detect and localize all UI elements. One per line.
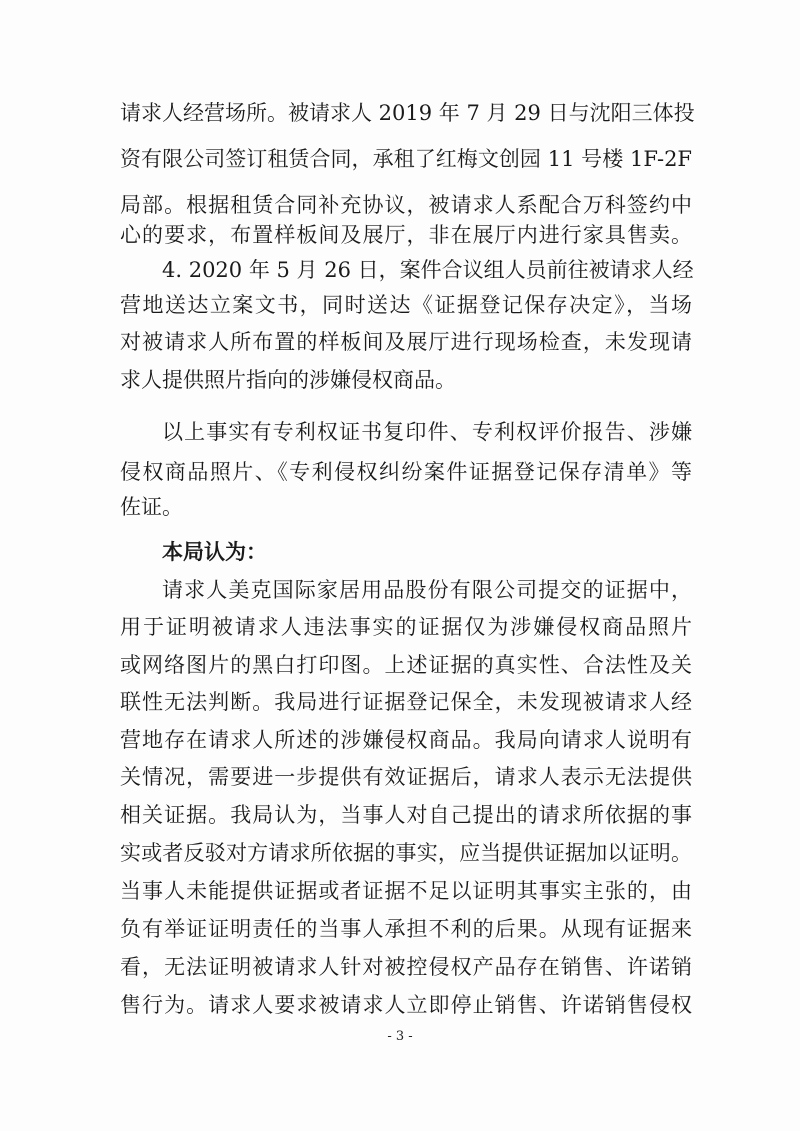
body-line: 看，无法证明被请求人针对被控侵权产品存在销售、许诺销: [120, 955, 692, 979]
body-line: 请求人经营场所。被请求人 2019 年 7 月 29 日与沈阳三体投: [120, 101, 695, 125]
body-line: 求人提供照片指向的涉嫌侵权商品。: [120, 368, 456, 392]
body-line: 以上事实有专利权证书复印件、专利权评价报告、涉嫌: [162, 420, 692, 444]
body-line: 侵权商品照片、《专利侵权纠纷案件证据登记保存清单》等: [120, 460, 692, 484]
body-line: 联性无法判断。我局进行证据登记保全，未发现被请求人经: [120, 690, 692, 714]
body-line: 营地送达立案文书，同时送达《证据登记保存决定》，当场: [120, 293, 692, 317]
body-line: 当事人未能提供证据或者证据不足以证明其事实主张的，由: [120, 879, 692, 903]
body-line: 心的要求，布置样板间及展厅，非在展厅内进行家具售卖。: [120, 223, 692, 247]
body-line: 4. 2020 年 5 月 26 日，案件合议组人员前往被请求人经: [162, 258, 694, 282]
body-line: 售行为。请求人要求被请求人立即停止销售、许诺销售侵权: [120, 993, 692, 1017]
body-line: 请求人美克国际家居用品股份有限公司提交的证据中，: [162, 578, 692, 602]
section-heading: 本局认为：: [162, 540, 267, 564]
body-line: 局部。根据租赁合同补充协议，被请求人系配合万科签约中: [120, 193, 692, 217]
body-line: 对被请求人所布置的样板间及展厅进行现场检查，未发现请: [120, 330, 692, 354]
body-line: 用于证明被请求人违法事实的证据仅为涉嫌侵权商品照片: [120, 615, 692, 639]
body-line: 实或者反驳对方请求所依据的事实，应当提供证据加以证明。: [120, 841, 692, 865]
body-line: 或网络图片的黑白打印图。上述证据的真实性、合法性及关: [120, 653, 692, 677]
page-number: - 3 -: [387, 1029, 413, 1044]
body-line: 负有举证证明责任的当事人承担不利的后果。从现有证据来: [120, 917, 692, 941]
body-line: 关情况，需要进一步提供有效证据后，请求人表示无法提供: [120, 765, 692, 789]
body-line: 资有限公司签订租赁合同，承租了红梅文创园 11 号楼 1F-2F: [120, 147, 692, 171]
body-line: 佐证。: [120, 495, 183, 519]
body-line: 相关证据。我局认为，当事人对自己提出的请求所依据的事: [120, 803, 692, 827]
body-line: 营地存在请求人所述的涉嫌侵权商品。我局向请求人说明有: [120, 728, 692, 752]
